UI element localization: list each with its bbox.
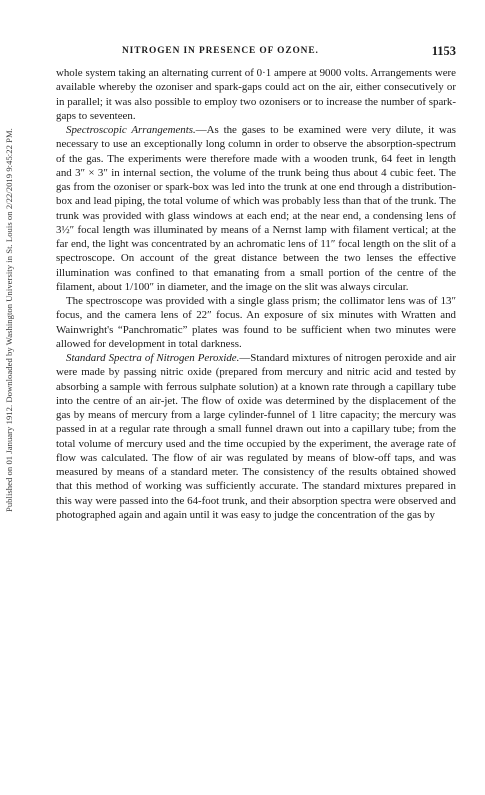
paragraph-standard-spectra	[56, 351, 456, 522]
running-title: NITROGEN IN PRESENCE OF OZONE.	[122, 46, 319, 56]
paragraph-text: whole system taking an alternating current of 0·1 ampere at 9000 volts. Arrangements were available whereby the ozoniser and spark-gaps could act on the air, either consecutively or in parallel; it was also possible to employ two ozonisers or to increase the number of spark-gaps to seventeen.	[56, 67, 456, 122]
section-heading: Standard Spectra of Nitrogen Peroxide.	[66, 352, 240, 364]
paragraph-text: —As the gases to be examined were very dilute, it was necessary to use an exceptionally long column in order to observe the absorption-spectrum of the gas. The experiments were therefore made with a wooden trunk, 64 feet in length and 3″ × 3″ in internal section, the volume of the trunk being thus about 4 cubic feet. The gas from the ozoniser or spark-box was led into the trunk at one end through a distribution-box and lead piping, the total volume of which was probably less than that of the trunk. The trunk was provided with glass windows at each end; at the near end, a condensing lens of 3½″ focal length was illuminated by means of a Nernst lamp with filament vertical; at the far end, the light was concentrated by an achromatic lens of 11″ focal length on the slit of a spectroscope. On account of the great distance between the two lenses the effective illumination was confined to that emanating from a small portion of the centre of the filament, about 1/100″ in diameter, and the image on the slit was always circular.	[56, 124, 456, 293]
paragraph-text: The spectroscope was provided with a single glass prism; the collimator lens was of 13″ focus, and the camera lens of 22″ focus. An exposure of six minutes with Wratten and Wainwright's “Panchromatic” plates was found to be sufficient when two minutes were allowed for development in total darkness.	[56, 295, 456, 350]
paragraph-spectroscope	[56, 294, 456, 351]
paragraph-text: —Standard mixtures of nitrogen peroxide and air were made by passing nitric oxide (prepared from mercury and nitric acid and tested by absorbing a sample with ferrous sulphate solution) at a known rate through a capillary tube into the centre of an air-jet. The flow of oxide was determined by the displacement of the gas by means of mercury from a large cylinder-funnel of 1 litre capacity; the mercury was passed in at a regular rate through a small funnel drawn out into a capillary tube; from the total volume of mercury used and the time occupied by the experiment, the average rate of flow was calculated. The flow of air was regulated by means of blow-off taps, and was measured by means of a standard meter. The consistency of the results obtained showed that this method of working was sufficiently accurate. The standard mixtures prepared in this way were passed into the 64-foot trunk, and their absorption spectra were observed and photographed again and again until it was easy to judge the concentration of the gas by	[56, 352, 456, 521]
page-number: 1153	[431, 44, 456, 58]
page-header	[56, 44, 456, 60]
download-stamp: Published on 01 January 1912. Downloaded by Washington University in St. Louis on 2/22/2019 9:45:22 PM.	[4, 128, 14, 512]
paragraph-1	[56, 66, 456, 123]
paragraph-spectroscopic-arrangements	[56, 123, 456, 294]
article-body	[56, 66, 456, 522]
section-heading: Spectroscopic Arrangements.	[66, 124, 196, 136]
